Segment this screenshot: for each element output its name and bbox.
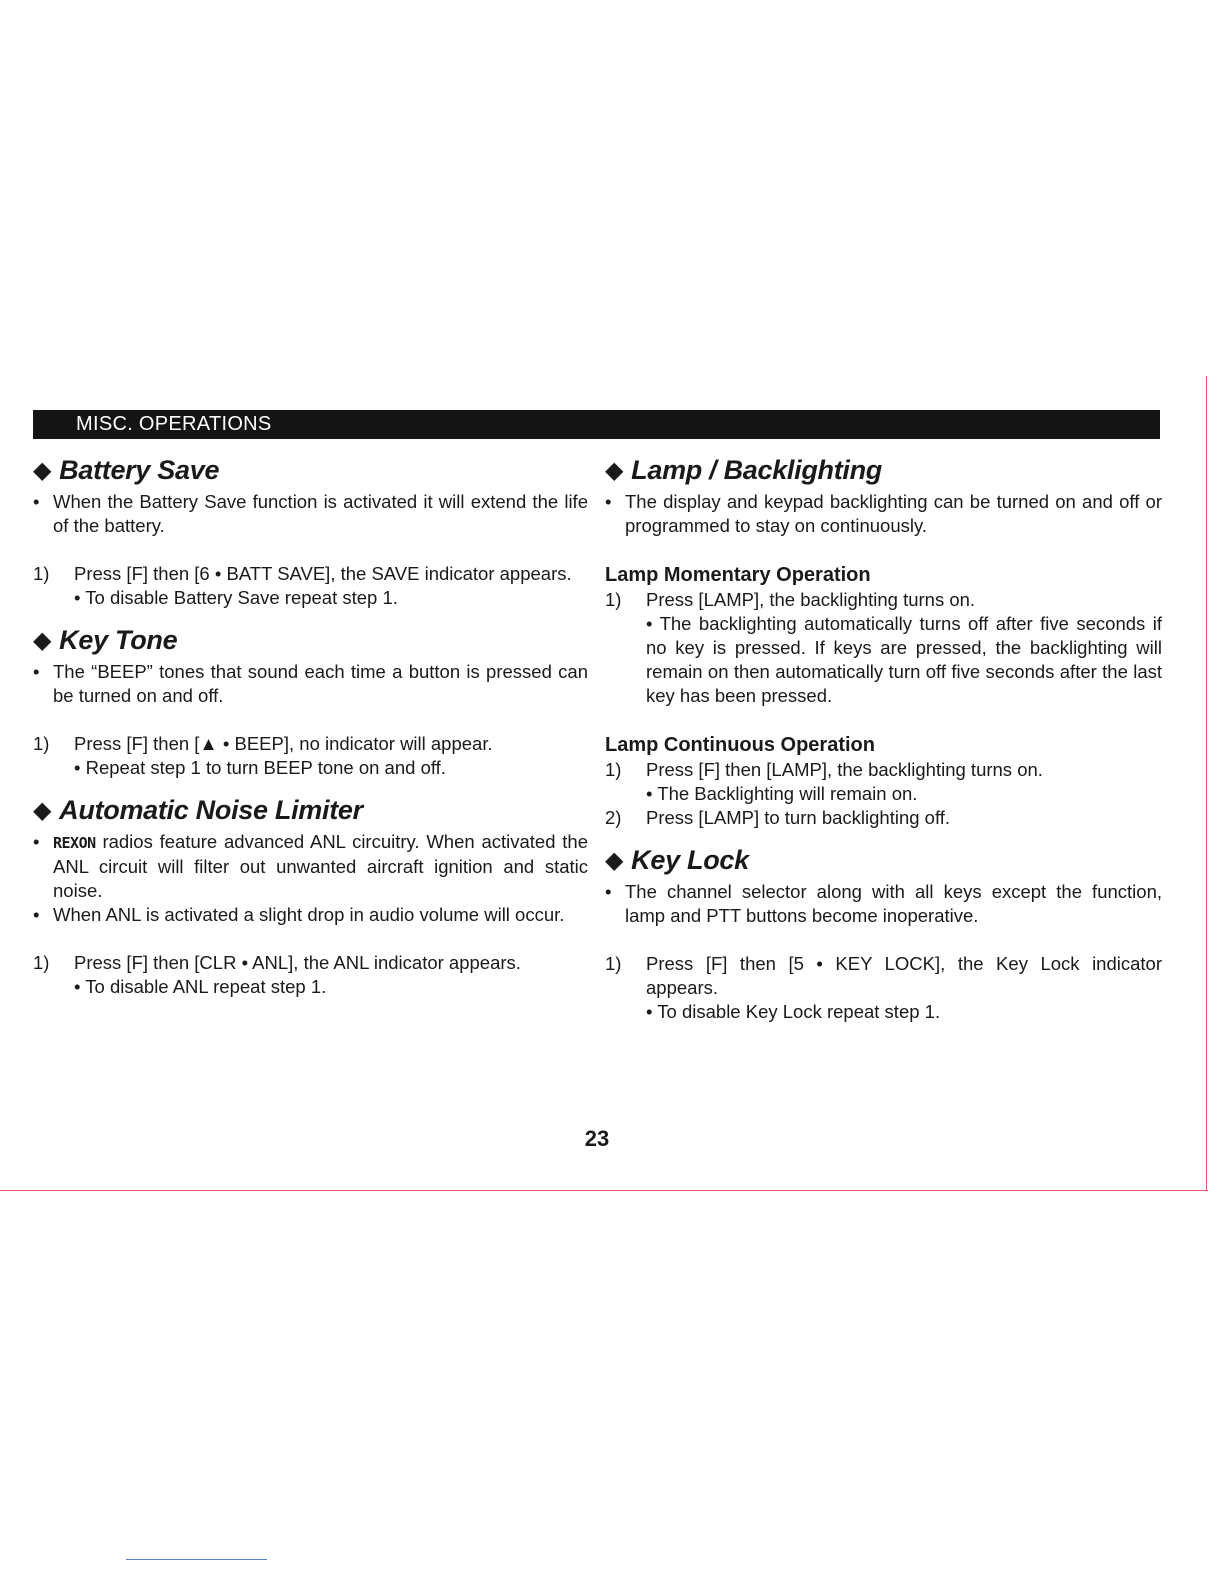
lamp-momentary-step-1: 1) Press [LAMP], the backlighting turns on.	[605, 589, 976, 610]
bullet-icon: •	[605, 491, 612, 512]
section-header-bar	[33, 410, 1160, 439]
right-column	[605, 452, 1162, 1024]
anl-bullet-1: • REXON radios feature advanced ANL circuitry. When activated the ANL circuit will filter out unwanted aircraft ignition and static noise.	[33, 831, 588, 901]
lamp-continuous-note: • The Backlighting will remain on.	[646, 783, 918, 804]
key-lock-note: • To disable Key Lock repeat step 1.	[646, 1001, 941, 1022]
key-tone-step-1: 1) Press [F] then [▲ • BEEP], no indicator will appear.	[33, 733, 493, 754]
scan-mark-line	[126, 1559, 267, 1560]
brand-name: REXON	[53, 834, 96, 852]
battery-save-heading: ◆ Battery Save	[33, 455, 220, 485]
crop-line-vertical	[1206, 376, 1207, 1191]
lamp-continuous-heading: Lamp Continuous Operation	[605, 734, 875, 756]
key-lock-bullet: • The channel selector along with all keys except the function, lamp and PTT buttons become inoperative.	[605, 881, 1162, 926]
page-number: 23	[584, 1126, 610, 1151]
lamp-momentary-heading: Lamp Momentary Operation	[605, 564, 871, 586]
battery-save-step-1: 1) Press [F] then [6 • BATT SAVE], the SAVE indicator appears.	[33, 563, 572, 584]
key-lock-heading: ◆ Key Lock	[605, 845, 749, 875]
anl-heading: ◆ Automatic Noise Limiter	[33, 795, 363, 825]
lamp-momentary-note: • The backlighting automatically turns off after five seconds if no key is pressed. If keys are pressed, the backlighting will remain on then automatically turn off five seconds after the last key has been pressed.	[646, 613, 1162, 706]
lamp-continuous-step-1: 1) Press [F] then [LAMP], the backlighting turns on.	[605, 759, 1043, 780]
section-header-title: MISC. OPERATIONS	[76, 413, 272, 435]
diamond-icon: ◆	[605, 847, 624, 874]
crop-line-horizontal	[0, 1190, 1208, 1191]
bullet-icon: •	[33, 904, 40, 925]
bullet-icon: •	[33, 831, 40, 852]
key-tone-heading: ◆ Key Tone	[33, 625, 178, 655]
key-tone-note: • Repeat step 1 to turn BEEP tone on and off.	[74, 757, 446, 778]
lamp-heading: ◆ Lamp / Backlighting	[605, 455, 882, 485]
lamp-continuous-step-2: 2) Press [LAMP] to turn backlighting off.	[605, 807, 951, 828]
bullet-icon: •	[605, 881, 612, 902]
anl-bullet-2: • When ANL is activated a slight drop in audio volume will occur.	[33, 904, 565, 925]
diamond-icon: ◆	[605, 457, 624, 484]
lamp-bullet: • The display and keypad backlighting can be turned on and off or programmed to stay on continuously.	[605, 491, 1162, 536]
battery-save-note: • To disable Battery Save repeat step 1.	[74, 587, 398, 608]
anl-step-1: 1) Press [F] then [CLR • ANL], the ANL indicator appears.	[33, 952, 521, 973]
battery-save-bullet: • When the Battery Save function is activated it will extend the life of the battery.	[33, 491, 588, 536]
key-lock-step-1: 1) Press [F] then [5 • KEY LOCK], the Key Lock indicator appears.	[605, 953, 1162, 998]
diamond-icon: ◆	[33, 627, 52, 654]
left-column	[33, 452, 588, 999]
bullet-icon: •	[33, 491, 40, 512]
anl-note: • To disable ANL repeat step 1.	[74, 976, 327, 997]
bullet-icon: •	[33, 661, 40, 682]
diamond-icon: ◆	[33, 457, 52, 484]
diamond-icon: ◆	[33, 797, 52, 824]
key-tone-bullet: • The “BEEP” tones that sound each time a button is pressed can be turned on and off.	[33, 661, 588, 706]
